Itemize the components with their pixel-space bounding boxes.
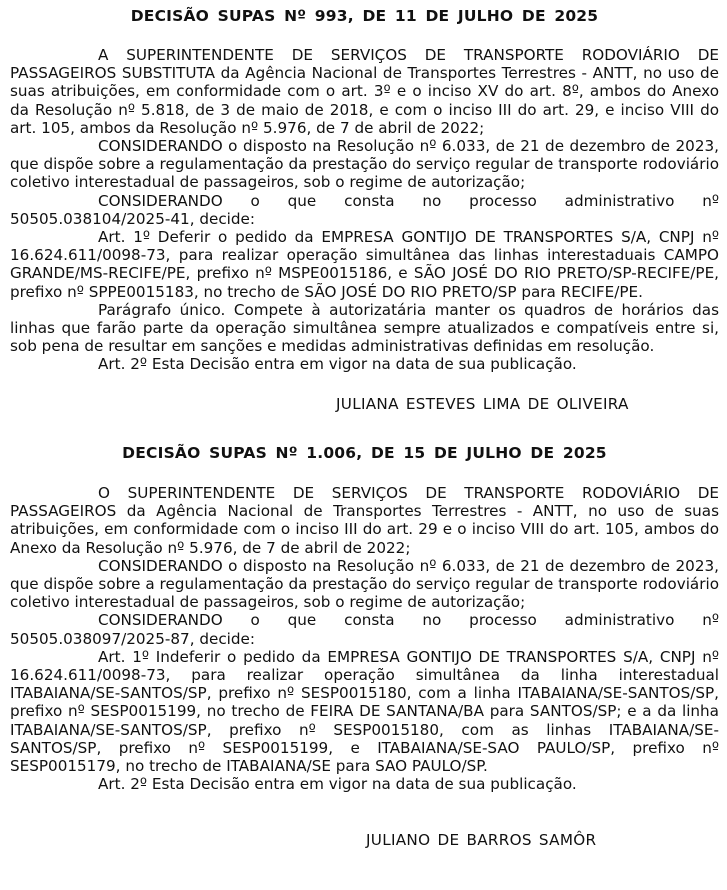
- considerando-process-paragraph: CONSIDERANDO o que consta no processo administrativo nº 50505.038097/2025-87, decide:: [10, 611, 719, 648]
- article-1-paragraph: Art. 1º Deferir o pedido da EMPRESA GONTIJO DE TRANSPORTES S/A, CNPJ nº 16.624.611/0098-73, para realizar operação simultânea das linhas interestaduais CAMPO GRANDE/MS-RECIFE/PE, prefixo nº MSPE0015186, e SÃO JOSÉ DO RIO PRETO/SP-RECIFE/PE, prefixo nº SPPE0015183, no trecho de SÃO JOSÉ DO RIO PRETO/SP para RECIFE/PE.: [10, 228, 719, 301]
- article-2-paragraph: Art. 2º Esta Decisão entra em vigor na data de sua publicação.: [98, 775, 577, 794]
- decision-1006: [10, 443, 719, 849]
- sole-paragraph: Parágrafo único. Compete à autorizatária manter os quadros de horários das linhas que farão parte da operação simultânea sempre atualizados e compatíveis entre si, sob pena de resultar em sanções e medidas administrativas definidas em resolução.: [10, 300, 719, 356]
- decision-title: DECISÃO SUPAS Nº 1.006, DE 15 DE JULHO DE 2025: [122, 444, 607, 462]
- preamble-paragraph: A SUPERINTENDENTE DE SERVIÇOS DE TRANSPORTE RODOVIÁRIO DE PASSAGEIROS SUBSTITUTA da Agência Nacional de Transportes Terrestres - ANTT, no uso de suas atribuições, em conformidade com o art. 3º e o inciso XV do art. 8º, ambos do Anexo da Resolução nº 5.818, de 3 de maio de 2018, e com o inciso III do art. 29, e inciso VIII do art. 105, ambos da Resolução nº 5.976, de 7 de abril de 2022;: [10, 46, 719, 137]
- considerando-process-paragraph: CONSIDERANDO o que consta no processo administrativo nº 50505.038104/2025-41, decide:: [10, 191, 719, 228]
- preamble-paragraph: O SUPERINTENDENTE DE SERVIÇOS DE TRANSPORTE RODOVIÁRIO DE PASSAGEIROS da Agência Nacional de Transportes Terrestres - ANTT, no uso de suas atribuições, em conformidade com o inciso III do art. 29 e o inciso VIII do art. 105, ambos do Anexo da Resolução nº 5.976, de 7 de abril de 2022;: [10, 484, 719, 557]
- decision-title: DECISÃO SUPAS Nº 993, DE 11 DE JULHO DE 2025: [130, 7, 599, 25]
- signature: JULIANO DE BARROS SAMÔR: [366, 831, 597, 849]
- article-1-paragraph: Art. 1º Indeferir o pedido da EMPRESA GONTIJO DE TRANSPORTES S/A, CNPJ nº 16.624.611/0098-73, para realizar operação simultânea da linha interestadual ITABAIANA/SE-SANTOS/SP, prefixo nº SESP0015180, com a linha ITABAIANA/SE-SANTOS/SP, prefixo nº SESP0015199, no trecho de FEIRA DE SANTANA/BA para SANTOS/SP; e a da linha ITABAIANA/SE-SANTOS/SP, prefixo nº SESP0015180, com as linhas ITABAIANA/SE-SANTOS/SP, prefixo nº SESP0015199, e ITABAIANA/SE-SAO PAULO/SP, prefixo nº SESP0015179, no trecho de ITABAIANA/SE para SAO PAULO/SP.: [10, 647, 719, 776]
- considerando-paragraph: CONSIDERANDO o disposto na Resolução nº 6.033, de 21 de dezembro de 2023, que dispõe sobre a regulamentação da prestação do serviço regular de transporte rodoviário coletivo interestadual de passageiros, sob o regime de autorização;: [10, 556, 719, 612]
- signature: JULIANA ESTEVES LIMA DE OLIVEIRA: [336, 395, 629, 413]
- considerando-paragraph: CONSIDERANDO o disposto na Resolução nº 6.033, de 21 de dezembro de 2023, que dispõe sobre a regulamentação da prestação do serviço regular de transporte rodoviário coletivo interestadual de passageiros, sob o regime de autorização;: [10, 137, 719, 192]
- article-2-paragraph: Art. 2º Esta Decisão entra em vigor na data de sua publicação.: [98, 355, 577, 374]
- decision-993: [10, 6, 719, 413]
